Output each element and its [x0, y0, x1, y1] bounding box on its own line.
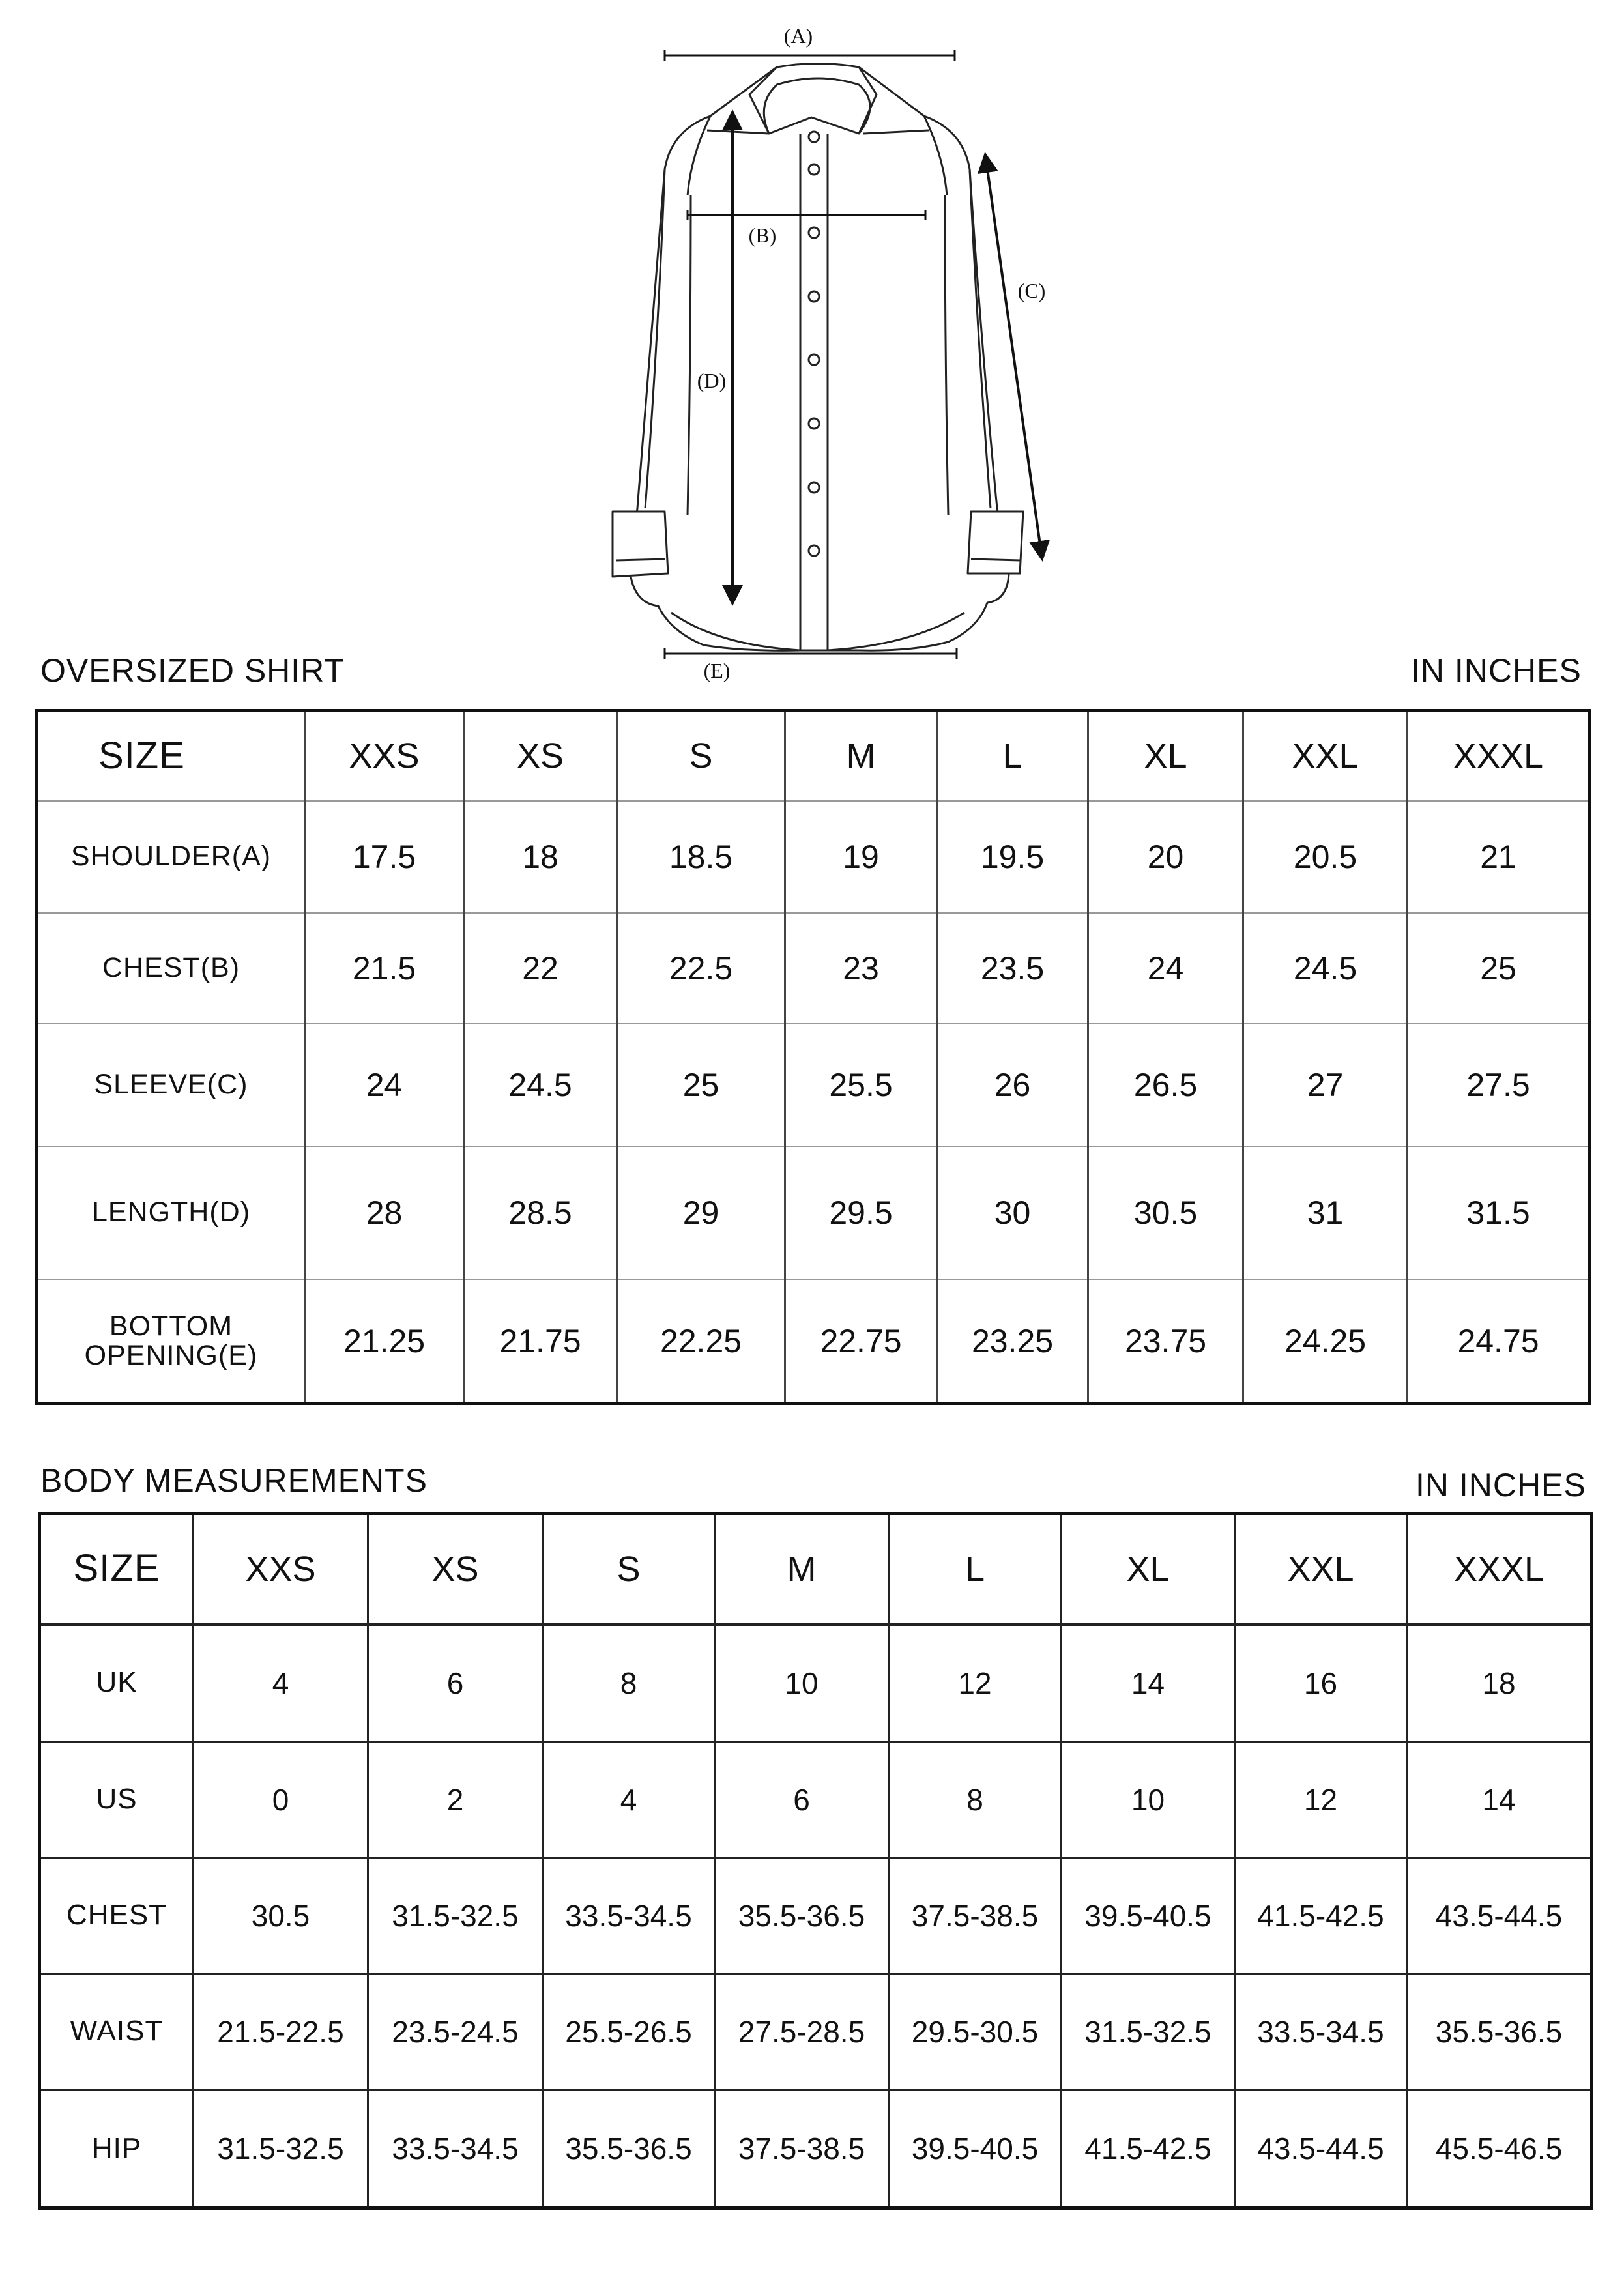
table-cell: 27	[1243, 1024, 1408, 1146]
chest-row	[37, 913, 1590, 1024]
table-cell: 6	[368, 1625, 543, 1742]
table-cell: 24.5	[1243, 913, 1408, 1024]
table-cell: 16	[1235, 1625, 1407, 1742]
body-unit-label: IN INCHES	[1415, 1467, 1586, 1503]
table-cell: 35.5-36.5	[543, 2090, 715, 2208]
body-measurement-table	[38, 1512, 1593, 2210]
table-cell: 23.5	[937, 913, 1088, 1024]
table-cell: 23.25	[937, 1280, 1088, 1404]
row-label: CHEST	[40, 1858, 194, 1974]
table-cell: 28	[305, 1146, 464, 1280]
table-cell: 31.5	[1408, 1146, 1590, 1280]
table-cell: 25	[1408, 913, 1590, 1024]
size-header: L	[937, 711, 1088, 801]
size-header: L	[889, 1514, 1062, 1625]
uk-row	[40, 1625, 1592, 1742]
size-header: XL	[1062, 1514, 1235, 1625]
bottom-opening-row	[37, 1280, 1590, 1404]
table-cell: 24.75	[1457, 1322, 1539, 1359]
table-cell: 33.5-34.5	[543, 1858, 715, 1974]
size-header: XXL	[1235, 1514, 1407, 1625]
table-cell: 24	[1088, 913, 1243, 1024]
table-cell: 20.5	[1243, 801, 1408, 913]
table-cell: 4	[194, 1625, 368, 1742]
table-cell: 21.75	[464, 1280, 617, 1404]
size-header: XXS	[305, 711, 464, 801]
table-cell: 25.5	[785, 1024, 937, 1146]
table-cell: 8	[543, 1625, 715, 1742]
size-header: XS	[368, 1514, 543, 1625]
table-cell: 43.5-44.5	[1407, 1858, 1592, 1974]
table-cell: 24.5	[464, 1024, 617, 1146]
table-cell: 27.5-28.5	[715, 1974, 889, 2090]
table-cell: 24	[305, 1024, 464, 1146]
size-header: M	[715, 1514, 889, 1625]
table-cell: 10	[1062, 1742, 1235, 1858]
table-cell: 17.5	[305, 801, 464, 913]
table-cell: 45.5-46.5	[1407, 2090, 1592, 2208]
row-label: CHEST(B)	[37, 913, 305, 1024]
table-cell: 19	[785, 801, 937, 913]
row-label: WAIST	[40, 1974, 194, 2090]
table-cell: 39.5-40.5	[1062, 1858, 1235, 1974]
length-row	[37, 1146, 1590, 1280]
row-label: UK	[40, 1625, 194, 1742]
table-cell: 2	[368, 1742, 543, 1858]
table-cell: 22.75	[785, 1280, 937, 1404]
row-label: SLEEVE(C)	[37, 1024, 305, 1146]
waist-row	[40, 1974, 1592, 2090]
table-cell: 20	[1088, 801, 1243, 913]
table-cell: 18	[1407, 1625, 1592, 1742]
size-header: XXL	[1243, 711, 1408, 801]
dimension-d-label: (D)	[697, 369, 727, 392]
chest-row	[40, 1858, 1592, 1974]
size-header: XXXL	[1407, 1514, 1592, 1625]
table-cell: 37.5-38.5	[889, 1858, 1062, 1974]
row-label: LENGTH(D)	[37, 1146, 305, 1280]
table-cell: 14	[1062, 1625, 1235, 1742]
table-cell: 14	[1407, 1742, 1592, 1858]
table-cell: 30.5	[194, 1858, 368, 1974]
table-cell: 22	[464, 913, 617, 1024]
garment-unit-label: IN INCHES	[1411, 652, 1582, 689]
table-cell: 30	[937, 1146, 1088, 1280]
table-cell: 23.75	[1088, 1280, 1243, 1404]
dimension-b-label: (B)	[748, 224, 777, 247]
table-cell: 24.25	[1243, 1280, 1408, 1404]
size-header: M	[785, 711, 937, 801]
table-cell: 31.5-32.5	[368, 1858, 543, 1974]
table-cell: 22.25	[617, 1280, 785, 1404]
dimension-c-label: (C)	[1017, 279, 1046, 302]
table-cell: 0	[194, 1742, 368, 1858]
table-cell: 43.5-44.5	[1235, 2090, 1407, 2208]
table-cell: 33.5-34.5	[1235, 1974, 1407, 2090]
garment-header-row	[37, 711, 1590, 801]
size-header: XS	[464, 711, 617, 801]
row-label-line: OPENING(E)	[84, 1339, 258, 1371]
table-cell: 31	[1243, 1146, 1408, 1280]
us-row	[40, 1742, 1592, 1858]
size-header: XXXL	[1408, 711, 1590, 801]
table-cell: 26	[937, 1024, 1088, 1146]
size-column-header: SIZE	[37, 711, 305, 801]
size-header: S	[543, 1514, 715, 1625]
table-cell: 12	[1235, 1742, 1407, 1858]
shirt-diagram	[0, 0, 1624, 691]
hip-row	[40, 2090, 1592, 2208]
table-cell: 21.25	[305, 1280, 464, 1404]
garment-size-table	[35, 709, 1591, 1405]
row-label-line: BOTTOM	[109, 1310, 233, 1342]
table-cell: 25.5-26.5	[543, 1974, 715, 2090]
table-cell: 6	[715, 1742, 889, 1858]
table-cell: 39.5-40.5	[889, 2090, 1062, 2208]
table-cell: 31.5-32.5	[194, 2090, 368, 2208]
dimension-a-label: (A)	[783, 24, 813, 48]
row-label: HIP	[40, 2090, 194, 2208]
table-cell: 25	[617, 1024, 785, 1146]
table-cell: 8	[889, 1742, 1062, 1858]
table-cell: 35.5-36.5	[1407, 1974, 1592, 2090]
table-cell: 27.5	[1408, 1024, 1590, 1146]
table-cell: 28.5	[464, 1146, 617, 1280]
table-cell: 22.5	[617, 913, 785, 1024]
table-cell: 29.5	[785, 1146, 937, 1280]
table-cell: 10	[715, 1625, 889, 1742]
table-cell: 41.5-42.5	[1235, 1858, 1407, 1974]
table-cell: 37.5-38.5	[715, 2090, 889, 2208]
body-section-title: BODY MEASUREMENTS	[40, 1462, 428, 1499]
table-cell: 29	[617, 1146, 785, 1280]
table-cell: 23	[785, 913, 937, 1024]
row-label: SHOULDER(A)	[37, 801, 305, 913]
dimension-e-label: (E)	[703, 659, 731, 682]
table-cell: 29.5-30.5	[889, 1974, 1062, 2090]
table-cell: 41.5-42.5	[1062, 2090, 1235, 2208]
table-cell: 21	[1408, 801, 1590, 913]
row-label: US	[40, 1742, 194, 1858]
sleeve-row	[37, 1024, 1590, 1146]
table-cell: 12	[889, 1625, 1062, 1742]
table-cell: 26.5	[1088, 1024, 1243, 1146]
table-cell: 4	[543, 1742, 715, 1858]
table-cell: 31.5-32.5	[1062, 1974, 1235, 2090]
table-cell: 18.5	[617, 801, 785, 913]
row-label	[37, 1280, 305, 1404]
table-cell: 21.5	[305, 913, 464, 1024]
shoulder-row	[37, 801, 1590, 913]
table-cell: 30.5	[1088, 1146, 1243, 1280]
table-cell: 33.5-34.5	[368, 2090, 543, 2208]
size-header: S	[617, 711, 785, 801]
table-cell: 35.5-36.5	[715, 1858, 889, 1974]
body-header-row	[40, 1514, 1592, 1625]
table-cell: 21.5-22.5	[194, 1974, 368, 2090]
table-cell: 23.5-24.5	[368, 1974, 543, 2090]
table-cell: 18	[464, 801, 617, 913]
garment-section-title: OVERSIZED SHIRT	[40, 652, 345, 689]
table-cell: 19.5	[937, 801, 1088, 913]
size-column-header: SIZE	[40, 1514, 194, 1625]
size-header: XXS	[194, 1514, 368, 1625]
size-header: XL	[1088, 711, 1243, 801]
